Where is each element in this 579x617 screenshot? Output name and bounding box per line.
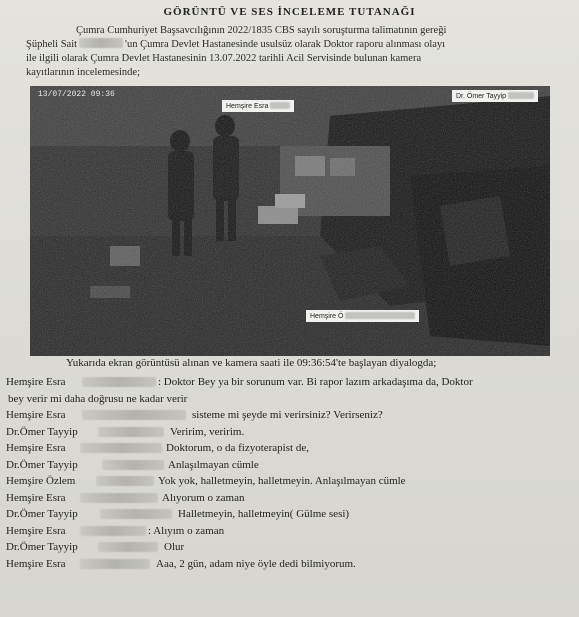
speaker-name: Hemşire Esra (6, 409, 66, 421)
dialogue-row (6, 457, 566, 474)
dialogue-row (6, 539, 566, 556)
dialogue-row (6, 490, 566, 507)
speaker-name: Dr.Ömer Tayyip (6, 508, 78, 520)
dialogue-text: Olur (164, 541, 185, 553)
redaction-blur (100, 509, 172, 519)
dialogue-row (6, 374, 566, 391)
speaker-name: Dr.Ömer Tayyip (6, 458, 78, 471)
cctv-scene (30, 86, 550, 356)
redaction-blur (270, 102, 290, 109)
dialogue-text: Veririm, veririm. (170, 425, 245, 438)
redaction-blur (98, 427, 164, 437)
dialogue-text: Anlaşılmayan cümle (168, 458, 259, 471)
redaction-blur (98, 542, 158, 552)
label-text: Hemşire Ö (310, 313, 344, 320)
photo-caption: Yukarıda ekran görüntüsü alınan ve kamera saati ile 09:36:54'te başlayan diyalogda; (66, 357, 437, 369)
label-nurse-top (222, 100, 294, 112)
dialogue-row (6, 473, 566, 490)
redaction-blur (102, 460, 164, 470)
redaction-blur (79, 38, 123, 48)
speaker-name: Hemşire Esra (6, 557, 66, 570)
redaction-blur (80, 526, 146, 536)
dialogue-row (6, 391, 566, 408)
speaker-name: Hemşire Esra (6, 524, 66, 537)
speaker-name: Dr.Ömer Tayyip (6, 541, 78, 553)
cctv-screenshot (30, 86, 550, 356)
dialogue-text: : Doktor Bey ya bir sorunum var. Bi rapor lazım arkadaşıma da, Doktor (158, 376, 473, 388)
dialogue-text: bey verir mi daha doğrusu ne kadar verir (8, 392, 188, 405)
dialogue-text: Halletmeyin, halletmeyin( Gülme sesi) (178, 508, 350, 520)
dialogue-row (6, 556, 566, 573)
redaction-blur (96, 476, 154, 486)
speaker-name: Hemşire Esra (6, 442, 66, 454)
speaker-name: Hemşire Esra (6, 376, 66, 388)
redaction-blur (345, 312, 415, 319)
redaction-blur (80, 493, 158, 503)
intro-line: kayıtlarının incelemesinde; (26, 67, 141, 78)
dialogue-text: Alıyorum o zaman (162, 491, 245, 504)
redaction-blur (80, 559, 150, 569)
intro-line: Çumra Cumhuriyet Başsavcılığının 2022/1835 CBS sayılı soruşturma talimatının gereği (76, 25, 447, 36)
redaction-blur (80, 443, 162, 453)
intro-line: ile ilgili olarak Çumra Devlet Hastanesinin 13.07.2022 tarihli Acil Servisinde bulunan kamera (26, 53, 422, 64)
cctv-timestamp: 13/07/2022 09:36 (38, 90, 115, 99)
intro-suspect-label: Şüpheli Sait (26, 39, 78, 50)
label-doctor (452, 90, 538, 102)
dialogue-row (6, 440, 566, 457)
dialogue-row (6, 523, 566, 540)
document-title: GÖRÜNTÜ VE SES İNCELEME TUTANAĞI (163, 6, 416, 18)
dialogue-text: : Alıyım o zaman (148, 524, 225, 537)
dialogue-row (6, 506, 566, 523)
label-text: Dr. Ömer Tayyip (456, 93, 507, 100)
speaker-name: Hemşire Esra (6, 491, 66, 504)
speaker-name: Dr.Ömer Tayyip (6, 425, 78, 438)
dialogue-text: Aaa, 2 gün, adam niye öyle dedi bilmiyorum. (156, 557, 356, 570)
label-nurse-bottom (306, 310, 419, 322)
dialogue-row (6, 424, 566, 441)
intro-line (26, 38, 556, 52)
dialogue-row (6, 407, 566, 424)
dialogue-text: Doktorum, o da fizyoterapist de, (166, 442, 309, 454)
dialogue-text: sisteme mi şeyde mi verirsiniz? Verirseniz? (192, 409, 383, 421)
dialogue-text: Yok yok, halletmeyin, halletmeyin. Anlaşılmayan cümle (158, 475, 406, 487)
redaction-blur (508, 92, 534, 99)
intro-paragraph (26, 24, 556, 80)
intro-line-rest: 'un Çumra Devlet Hastanesinde usulsüz olarak Doktor raporu alınması olayı (125, 39, 446, 50)
label-text: Hemşire Esra (226, 103, 269, 110)
speaker-name: Hemşire Özlem (6, 475, 76, 487)
redaction-blur (82, 410, 186, 420)
dialogue-transcript (6, 374, 566, 572)
redaction-blur (82, 377, 156, 387)
